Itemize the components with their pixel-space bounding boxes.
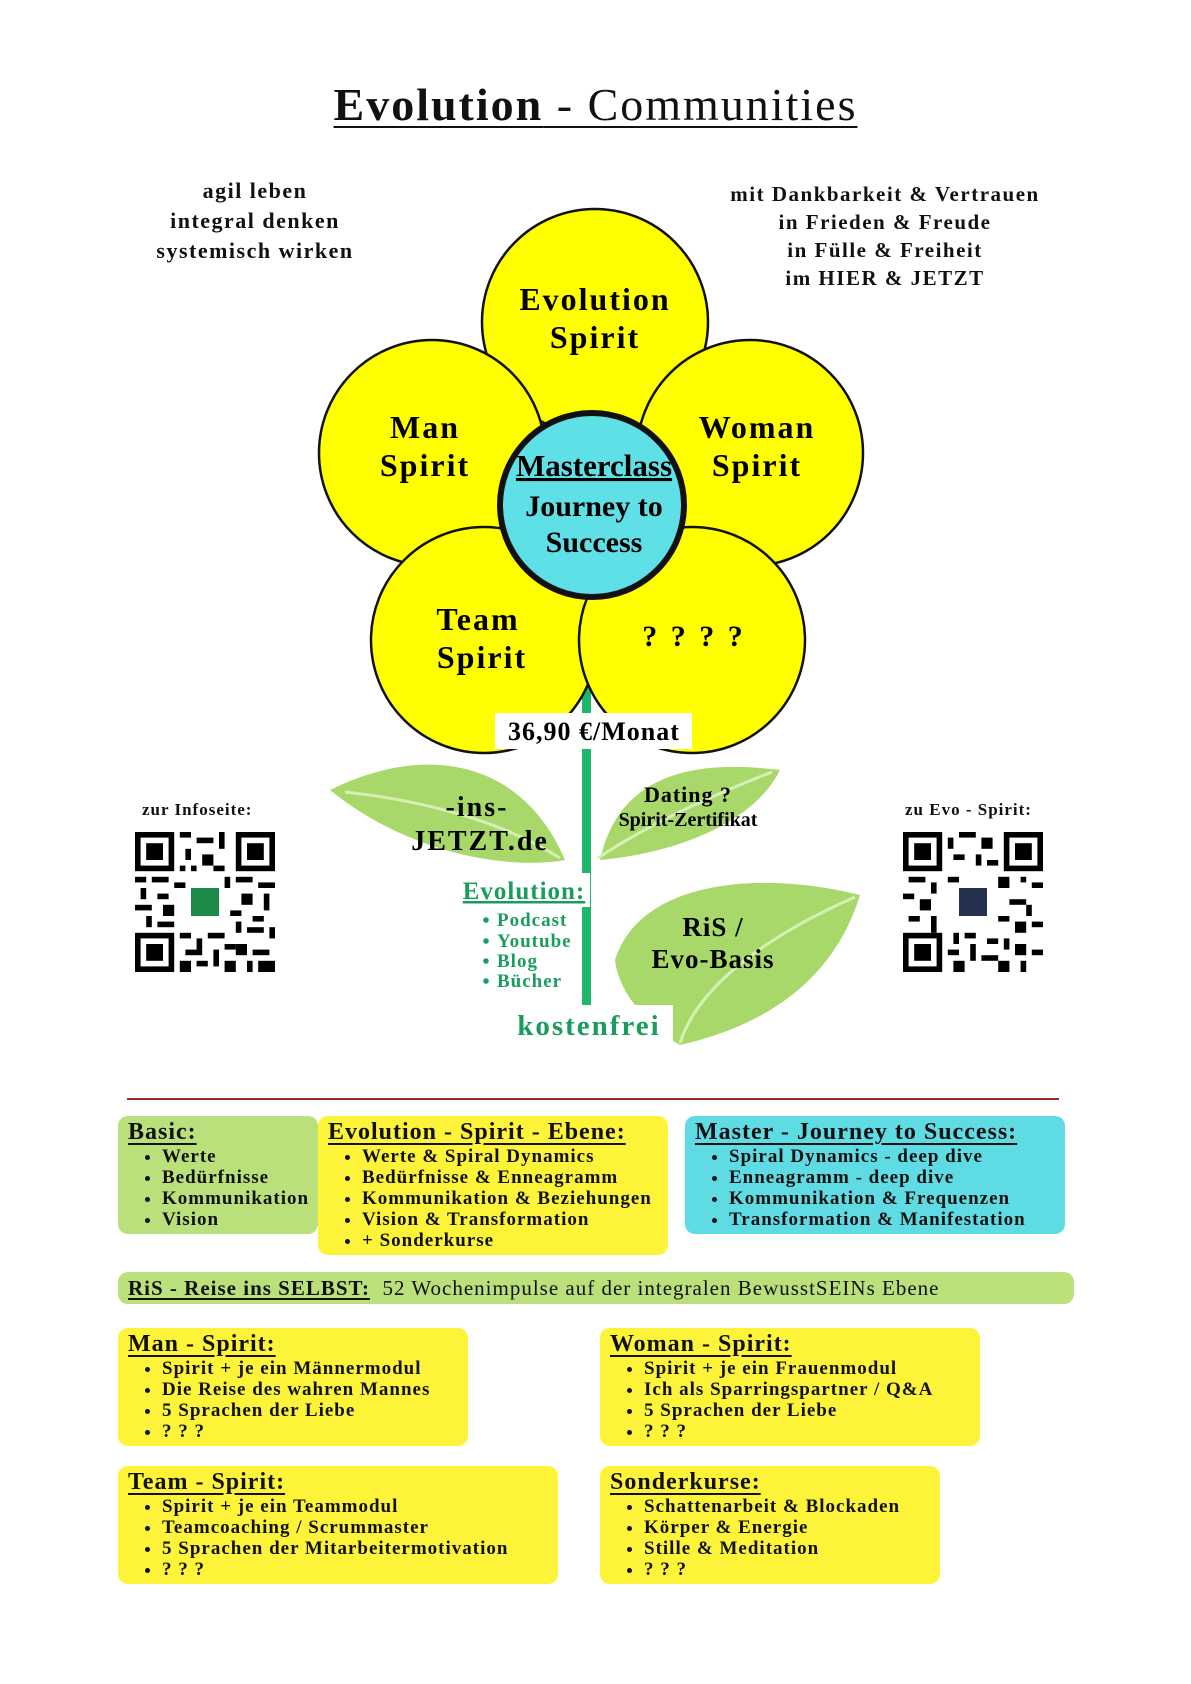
- title-rest: - Communities: [543, 79, 858, 130]
- bullet-icon: [483, 938, 489, 944]
- bullet-icon: [483, 978, 489, 984]
- basic-item: • Bedürfnisse: [162, 1167, 308, 1188]
- petal-top-line: Evolution: [519, 281, 671, 317]
- man-spirit-item: • Spirit + je ein Männermodul: [162, 1358, 458, 1379]
- motto-right-line: in Fülle & Freiheit: [787, 238, 983, 262]
- master-title: Master - Journey to Success:: [695, 1119, 1018, 1145]
- basic-title: Basic:: [128, 1119, 197, 1145]
- ris-bar: [118, 1272, 1074, 1304]
- title-bold: Evolution: [333, 79, 544, 130]
- woman-spirit-item: • 5 Sprachen der Liebe: [644, 1400, 970, 1421]
- special-courses-title: Sonderkurse:: [610, 1469, 761, 1495]
- evolution-level-item: • Vision & Transformation: [362, 1209, 658, 1230]
- woman-spirit-item: • Spirit + je ein Frauenmodul: [644, 1358, 970, 1379]
- evolution-free-title: Evolution:: [462, 878, 586, 905]
- special-courses-item: • Schattenarbeit & Blockaden: [644, 1496, 930, 1517]
- man-spirit-box: [118, 1328, 468, 1446]
- leaf-right-bottom-line: Evo-Basis: [651, 944, 775, 974]
- man-spirit-item: • Die Reise des wahren Mannes: [162, 1379, 458, 1400]
- evolution-item: Blog: [497, 951, 538, 972]
- price-label: 36,90 €/Monat: [508, 717, 680, 746]
- petal-bottom-left-line: Spirit: [436, 639, 528, 675]
- special-courses-box: [600, 1466, 940, 1584]
- center-line: Journey to: [525, 490, 663, 523]
- evolution-item: Podcast: [497, 910, 568, 931]
- qr-code-icon: [903, 832, 1043, 972]
- special-courses-item: • ? ? ?: [644, 1559, 930, 1580]
- man-spirit-item: • 5 Sprachen der Liebe: [162, 1400, 458, 1421]
- woman-spirit-item: • Ich als Sparringspartner / Q&A: [644, 1379, 970, 1400]
- petal-left-line: Man: [390, 409, 460, 445]
- qr-code-icon: [135, 832, 275, 972]
- qr-code-right[interactable]: [903, 832, 1043, 972]
- basic-box: [118, 1116, 318, 1234]
- evolution-level-item: • Bedürfnisse & Enneagramm: [362, 1167, 658, 1188]
- team-spirit-item: • Spirit + je ein Teammodul: [162, 1496, 548, 1517]
- motto-right-line: mit Dankbarkeit & Vertrauen: [730, 182, 1040, 206]
- free-label: kostenfrei: [517, 1010, 661, 1042]
- section-divider: [127, 1098, 1059, 1100]
- master-item: • Enneagramm - deep dive: [729, 1167, 1055, 1188]
- qr-left-label: zur Infoseite:: [142, 800, 253, 819]
- leaf-left-line: JETZT.de: [411, 826, 549, 857]
- petal-left-line: Spirit: [379, 447, 471, 483]
- special-courses-item: • Körper & Energie: [644, 1517, 930, 1538]
- petal-right-line: Woman: [698, 409, 816, 445]
- motto-right-line: im HIER & JETZT: [785, 266, 985, 290]
- team-spirit-item: • ? ? ?: [162, 1559, 548, 1580]
- man-spirit-item: • ? ? ?: [162, 1421, 458, 1442]
- evolution-item: Youtube: [497, 931, 572, 952]
- evolution-level-item: • + Sonderkurse: [362, 1230, 658, 1251]
- woman-spirit-box: [600, 1328, 980, 1446]
- basic-item: • Vision: [162, 1209, 308, 1230]
- motto-right-line: in Frieden & Freude: [778, 210, 992, 234]
- petal-bottom-right-label: ? ? ? ?: [642, 620, 746, 653]
- basic-item: • Werte: [162, 1146, 308, 1167]
- evolution-level-box: [318, 1116, 668, 1255]
- master-item: • Spiral Dynamics - deep dive: [729, 1146, 1055, 1167]
- petal-bottom-left-line: Team: [436, 601, 520, 637]
- master-item: • Kommunikation & Frequenzen: [729, 1188, 1055, 1209]
- qr-right-label: zu Evo - Spirit:: [905, 800, 1032, 819]
- master-item: • Transformation & Manifestation: [729, 1209, 1055, 1230]
- team-spirit-item: • Teamcoaching / Scrummaster: [162, 1517, 548, 1538]
- ris-label: RiS - Reise ins SELBST:: [128, 1276, 370, 1300]
- team-spirit-item: • 5 Sprachen der Mitarbeitermotivation: [162, 1538, 548, 1559]
- team-spirit-title: Team - Spirit:: [128, 1469, 286, 1495]
- leaf-right-top-line: Spirit-Zertifikat: [618, 809, 758, 831]
- bullet-icon: [483, 958, 489, 964]
- evolution-level-title: Evolution - Spirit - Ebene:: [328, 1119, 626, 1145]
- petal-top-line: Spirit: [549, 319, 641, 355]
- evolution-item: Bücher: [497, 971, 563, 992]
- motto-left-line: integral denken: [170, 208, 340, 233]
- special-courses-item: • Stille & Meditation: [644, 1538, 930, 1559]
- basic-item: • Kommunikation: [162, 1188, 308, 1209]
- woman-spirit-item: • ? ? ?: [644, 1421, 970, 1442]
- leaf-right-top-line: Dating ?: [643, 782, 733, 807]
- bullet-icon: [483, 917, 489, 923]
- woman-spirit-title: Woman - Spirit:: [610, 1331, 792, 1357]
- leaf-left-line: -ins-: [445, 792, 509, 823]
- man-spirit-title: Man - Spirit:: [128, 1331, 276, 1357]
- center-title: Masterclass: [515, 448, 673, 483]
- qr-code-left[interactable]: [135, 832, 275, 972]
- center-line: Success: [545, 526, 643, 559]
- team-spirit-box: [118, 1466, 558, 1584]
- petal-right-line: Spirit: [711, 447, 803, 483]
- motto-left-line: agil leben: [202, 178, 308, 203]
- master-box: [685, 1116, 1065, 1234]
- ris-text: 52 Wochenimpulse auf der integralen BewusstSEINs Ebene: [382, 1276, 940, 1300]
- evolution-level-item: • Werte & Spiral Dynamics: [362, 1146, 658, 1167]
- leaf-right-bottom-line: RiS /: [682, 912, 744, 942]
- motto-left-line: systemisch wirken: [156, 238, 354, 263]
- evolution-level-item: • Kommunikation & Beziehungen: [362, 1188, 658, 1209]
